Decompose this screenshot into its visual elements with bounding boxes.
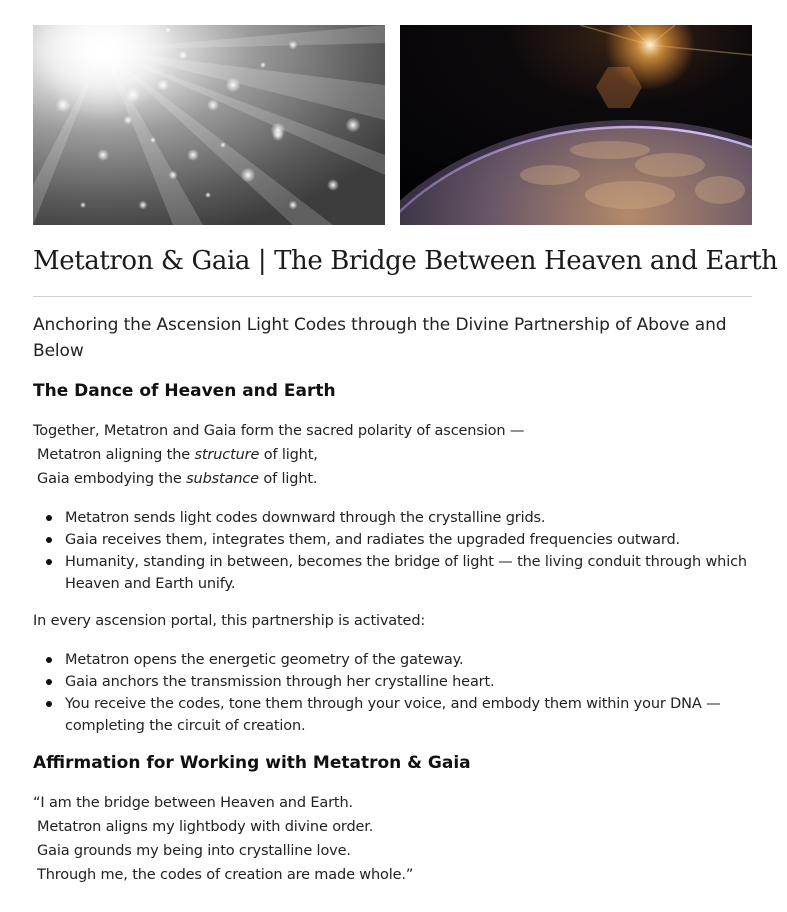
subtitle: Anchoring the Ascension Light Codes through the Divine Partnership of Above and Below bbox=[33, 315, 727, 361]
list-item: Metatron sends light codes downward through the crystalline grids. bbox=[33, 507, 752, 529]
list-item: Gaia anchors the transmission through her crystalline heart. bbox=[33, 671, 752, 693]
page-title: Metatron & Gaia | The Bridge Between Heaven and Earth bbox=[33, 246, 778, 276]
list-item: Metatron opens the energetic geometry of the gateway. bbox=[33, 649, 752, 671]
title-divider bbox=[33, 296, 752, 297]
polarity-line-3-post: of light. bbox=[258, 471, 318, 487]
affirmation-line: Gaia grounds my being into crystalline love. bbox=[37, 843, 351, 859]
structure-emphasis: structure bbox=[194, 447, 260, 463]
header-images bbox=[33, 25, 752, 225]
polarity-line-1: Together, Metatron and Gaia form the sacred polarity of ascension — bbox=[33, 423, 525, 439]
section-heading-dance: The Dance of Heaven and Earth bbox=[33, 381, 336, 401]
light-rays-image bbox=[33, 25, 385, 225]
portal-list bbox=[33, 649, 752, 737]
portal-intro: In every ascension portal, this partnership is activated: bbox=[33, 613, 426, 629]
section-heading-affirmation: Affirmation for Working with Metatron & Gaia bbox=[33, 753, 471, 773]
list-item: Humanity, standing in between, becomes the bridge of light — the living conduit through which Heaven and Earth unify. bbox=[33, 551, 752, 595]
affirmation-paragraph bbox=[33, 791, 752, 887]
affirmation-line: Metatron aligns my lightbody with divine order. bbox=[37, 819, 374, 835]
earth-from-space-image bbox=[400, 25, 752, 225]
substance-emphasis: substance bbox=[186, 471, 259, 487]
polarity-line-2-post: of light, bbox=[259, 447, 318, 463]
list-item: You receive the codes, tone them through your voice, and embody them within your DNA — completing the circuit of creation. bbox=[33, 693, 752, 737]
polarity-line-2-pre: Metatron aligning the bbox=[37, 447, 195, 463]
polarity-line-2 bbox=[33, 443, 752, 467]
article bbox=[33, 25, 778, 887]
polarity-line-3-pre: Gaia embodying the bbox=[37, 471, 187, 487]
affirmation-line: Through me, the codes of creation are made whole.” bbox=[37, 867, 414, 883]
affirmation-line: “I am the bridge between Heaven and Earth. bbox=[33, 795, 353, 811]
list-item: Gaia receives them, integrates them, and radiates the upgraded frequencies outward. bbox=[33, 529, 752, 551]
light-code-list bbox=[33, 507, 752, 595]
polarity-paragraph bbox=[33, 419, 752, 491]
polarity-line-3 bbox=[33, 467, 752, 491]
